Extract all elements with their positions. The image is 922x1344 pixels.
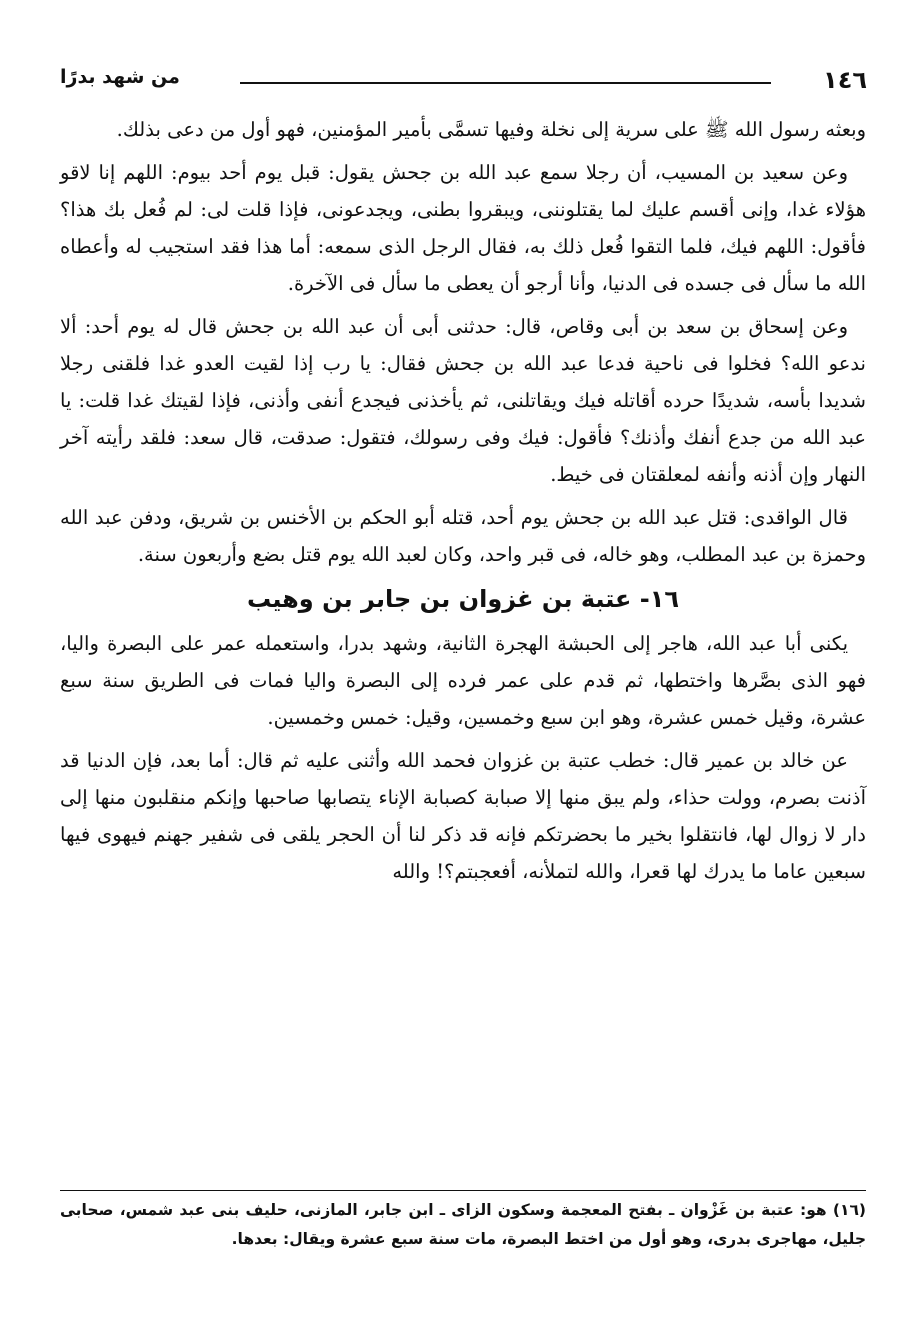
page-number: ١٤٦ [823, 66, 867, 94]
section-heading: ١٦- عتبة بن غزوان بن جابر بن وهيب [246, 585, 680, 613]
paragraph: وعن إسحاق بن سعد بن أبى وقاص، قال: حدثنى أبى أن عبد الله بن جحش قال له يوم أحد: ألا ندعو الله؟ فخلوا فى ناحية فدعا عبد الله بن جحش فقال: يا رب إذا لقيت العدو غدا فلقنى رجلا شديدا بأسه، شديدًا حرده أقاتله فيك ويقاتلنى، ثم يأخذنى فيجدع أنفى وأذنى، فإذا لقيتك غدا قلت: يا عبد الله من جدع أنفك وأذنك؟ فأقول: فيك وفى رسولك، فتقول: صدقت، قال سعد: فلقد رأيته آخر النهار وإن أذنه وأنفه لمعلقتان فى خيط. [60, 315, 866, 486]
paragraph: قال الواقدى: قتل عبد الله بن جحش يوم أحد، قتله أبو الحكم بن الأخنس بن شريق، ودفن عبد الله وحمزة بن عبد المطلب، وهو خاله، فى قبر واحد، وكان لعبد الله يوم قتل بضع وأربعون سنة. [60, 506, 866, 566]
paragraph: يكنى أبا عبد الله، هاجر إلى الحبشة الهجرة الثانية، وشهد بدرا، واستعمله عمر على البصرة واليا، فهو الذى بصَّرها واختطها، ثم قدم على عمر فرده إلى البصرة واليا فمات فى الطريق سنة سبع عشرة، وقيل خمس عشرة، وهو ابن سبع وخمسين، وقيل: خمس وخمسين. [60, 632, 866, 729]
footnote-rule [60, 1190, 866, 1191]
page-header [60, 62, 867, 102]
paragraph: وبعثه رسول الله ﷺ على سرية إلى نخلة وفيها تسمَّى بأمير المؤمنين، فهو أول من دعى بذلك. [116, 118, 866, 141]
running-title: من شهد بدرًا [60, 66, 180, 88]
footnote: (١٦) هو: عتبة بن غَزْوان ـ بفتح المعجمة وسكون الزاى ـ ابن جابر، المازنى، حليف بنى عبد شمس، صحابى جليل، مهاجرى بدرى، وهو أول من اختط البصرة، مات سنة سبع عشرة ويقال: بعدها. [60, 1201, 866, 1248]
paragraph: وعن سعيد بن المسيب، أن رجلا سمع عبد الله بن جحش يقول: قبل يوم أحد بيوم: اللهم إنا لاقو هؤلاء غدا، وإنى أقسم عليك لما يقتلوننى، ويبقروا بطنى، ويجدعونى، فإذا قلت لى: لم فُعل بك هذا؟ فأقول: اللهم فيك، فلما التقوا فُعل ذلك به، فقال الرجل الذى سمعه: أما هذا فقد استجيب له وأعطاه الله ما سأل فى جسده فى الدنيا، وأنا أرجو أن يعطى ما سأل فى الآخرة. [60, 161, 866, 295]
paragraph: عن خالد بن عمير قال: خطب عتبة بن غزوان فحمد الله وأثنى عليه ثم قال: أما بعد، فإن الدنيا قد آذنت بصرم، وولت حذاء، ولم يبق منها إلا صبابة كصبابة الإناء يتصابها صاحبها وإنكم منقلبون منها إلى دار لا زوال لها، فانتقلوا بخير ما بحضرتكم فإنه قد ذكر لنا أن الحجر يلقى فى شفير جهنم فيهوى فيها سبعين عاما ما يدرك لها قعرا، والله لتملأنه، أفعجبتم؟! والله [60, 749, 866, 883]
main-text [60, 111, 866, 896]
header-rule [240, 82, 771, 84]
